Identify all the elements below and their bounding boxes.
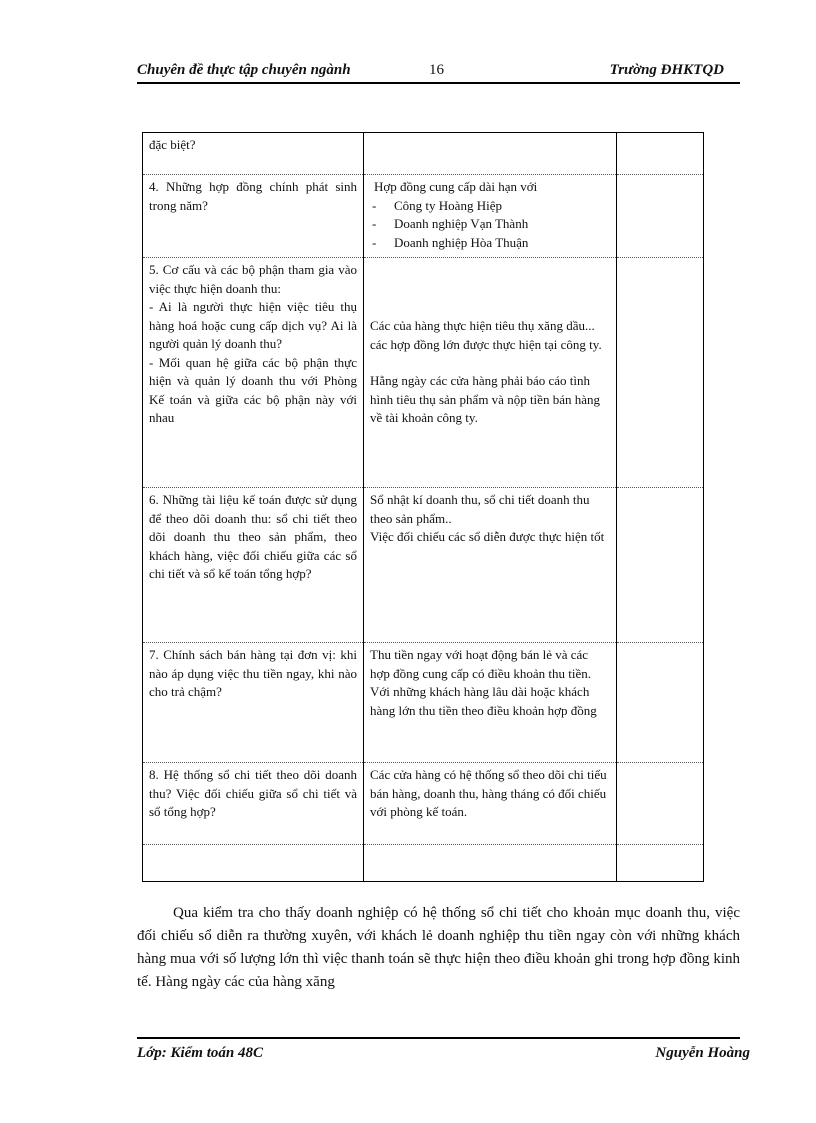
page-footer <box>137 1037 750 1063</box>
header-school: Trường ĐHKTQD <box>609 62 724 78</box>
question-text: đặc biệt? <box>149 137 196 152</box>
note-cell <box>617 175 704 258</box>
question-text: 4. Những hợp đồng chính phát sinh trong năm? <box>149 179 357 213</box>
table-row <box>143 643 704 763</box>
answer-text: Sổ nhật kí doanh thu, sổ chi tiết doanh thu theo sản phẩm.. <box>370 492 590 526</box>
list-item: - Công ty Hoàng Hiệp <box>370 197 610 216</box>
answer-cell <box>364 133 617 175</box>
answer-text: Hợp đồng cung cấp dài hạn với <box>374 179 538 194</box>
question-cell <box>143 133 364 175</box>
question-cell <box>143 258 364 488</box>
question-text: 8. Hệ thống sổ chi tiết theo dõi doanh thu? Việc đối chiếu giữa sổ chi tiết và sổ tổng hợp? <box>149 767 357 819</box>
answer-text: Các cửa hàng có hệ thống sổ theo dõi chi tiếu bán hàng, doanh thu, hàng tháng có đối chiếu với phòng kế toán. <box>370 767 607 819</box>
page-header <box>137 60 740 84</box>
list-item: - Doanh nghiệp Hòa Thuận <box>370 234 610 253</box>
answer-text: Các của hàng thực hiện tiêu thụ xăng dầu... các hợp đồng lớn được thực hiện tại công ty. <box>370 318 602 352</box>
question-cell <box>143 643 364 763</box>
answer-cell <box>364 258 617 488</box>
question-text: 6. Những tài liệu kế toán được sử dụng để theo dõi doanh thu: sổ chi tiết theo dõi doanh thu theo sản phẩm, theo khách hàng, việc đối chiếu giữa các sổ chi tiết và sổ kế toán tổng hợp? <box>149 492 357 581</box>
note-cell <box>617 643 704 763</box>
table-row <box>143 488 704 643</box>
note-cell <box>617 845 704 882</box>
note-cell <box>617 763 704 845</box>
question-text: 7. Chính sách bán hàng tại đơn vị: khi nào áp dụng việc thu tiền ngay, khi nào cho trả chậm? <box>149 647 357 699</box>
list-item: - Doanh nghiệp Vạn Thành <box>370 215 610 234</box>
answer-cell <box>364 488 617 643</box>
answer-cell <box>364 763 617 845</box>
question-text: 5. Cơ cấu và các bộ phận tham gia vào việc thực hiện doanh thu: <box>149 262 357 296</box>
question-cell <box>143 845 364 882</box>
question-cell <box>143 763 364 845</box>
table-row <box>143 845 704 882</box>
table-row <box>143 258 704 488</box>
table-row <box>143 133 704 175</box>
header-title: Chuyên đề thực tập chuyên ngành <box>137 62 351 78</box>
question-text: - Ai là người thực hiện việc tiêu thụ hàng hoá hoặc cung cấp dịch vụ? Ai là người quản lý doanh thu? <box>149 299 357 351</box>
note-cell <box>617 133 704 175</box>
answer-cell <box>364 175 617 258</box>
question-cell <box>143 488 364 643</box>
note-cell <box>617 488 704 643</box>
note-cell <box>617 258 704 488</box>
answer-list <box>370 197 610 253</box>
question-cell <box>143 175 364 258</box>
answer-text: Thu tiền ngay với hoạt động bán lẻ và các hợp đồng cung cấp có điều khoản thu tiền. <box>370 647 591 681</box>
table-row <box>143 763 704 845</box>
question-text: - Mối quan hệ giữa các bộ phận thực hiện và quản lý doanh thu với Phòng Kế toán và giữa các bộ phận này với nhau <box>149 354 357 425</box>
table-row <box>143 175 704 258</box>
footer-class: Lớp: Kiểm toán 48C <box>137 1045 263 1061</box>
footer-author: Nguyễn Hoàng <box>655 1045 750 1061</box>
answer-cell <box>364 845 617 882</box>
answer-text: Việc đối chiếu các sổ diễn được thực hiện tốt <box>370 529 605 544</box>
audit-questionnaire-table <box>142 132 704 882</box>
body-paragraph: Qua kiểm tra cho thấy doanh nghiệp có hệ thống sổ chi tiết cho khoản mục doanh thu, việc đối chiếu sổ diễn ra thường xuyên, với khách lẻ doanh nghiệp thu tiền ngay còn với những khách hàng mua với số lượng lớn thì việc thanh toán sẽ thực hiện theo điều khoản ghi trong hợp đồng kinh tế. Hàng ngày các của hàng xăng <box>137 905 740 990</box>
answer-cell <box>364 643 617 763</box>
answer-text: Với những khách hàng lâu dài hoặc khách hàng lớn thu tiền theo điều khoản hợp đồng <box>370 684 597 718</box>
page-number: 16 <box>429 62 444 78</box>
answer-text: Hằng ngày các cửa hàng phải báo cáo tình hình tiêu thụ sản phẩm và nộp tiền bán hàng về tài khoản công ty. <box>370 373 600 426</box>
